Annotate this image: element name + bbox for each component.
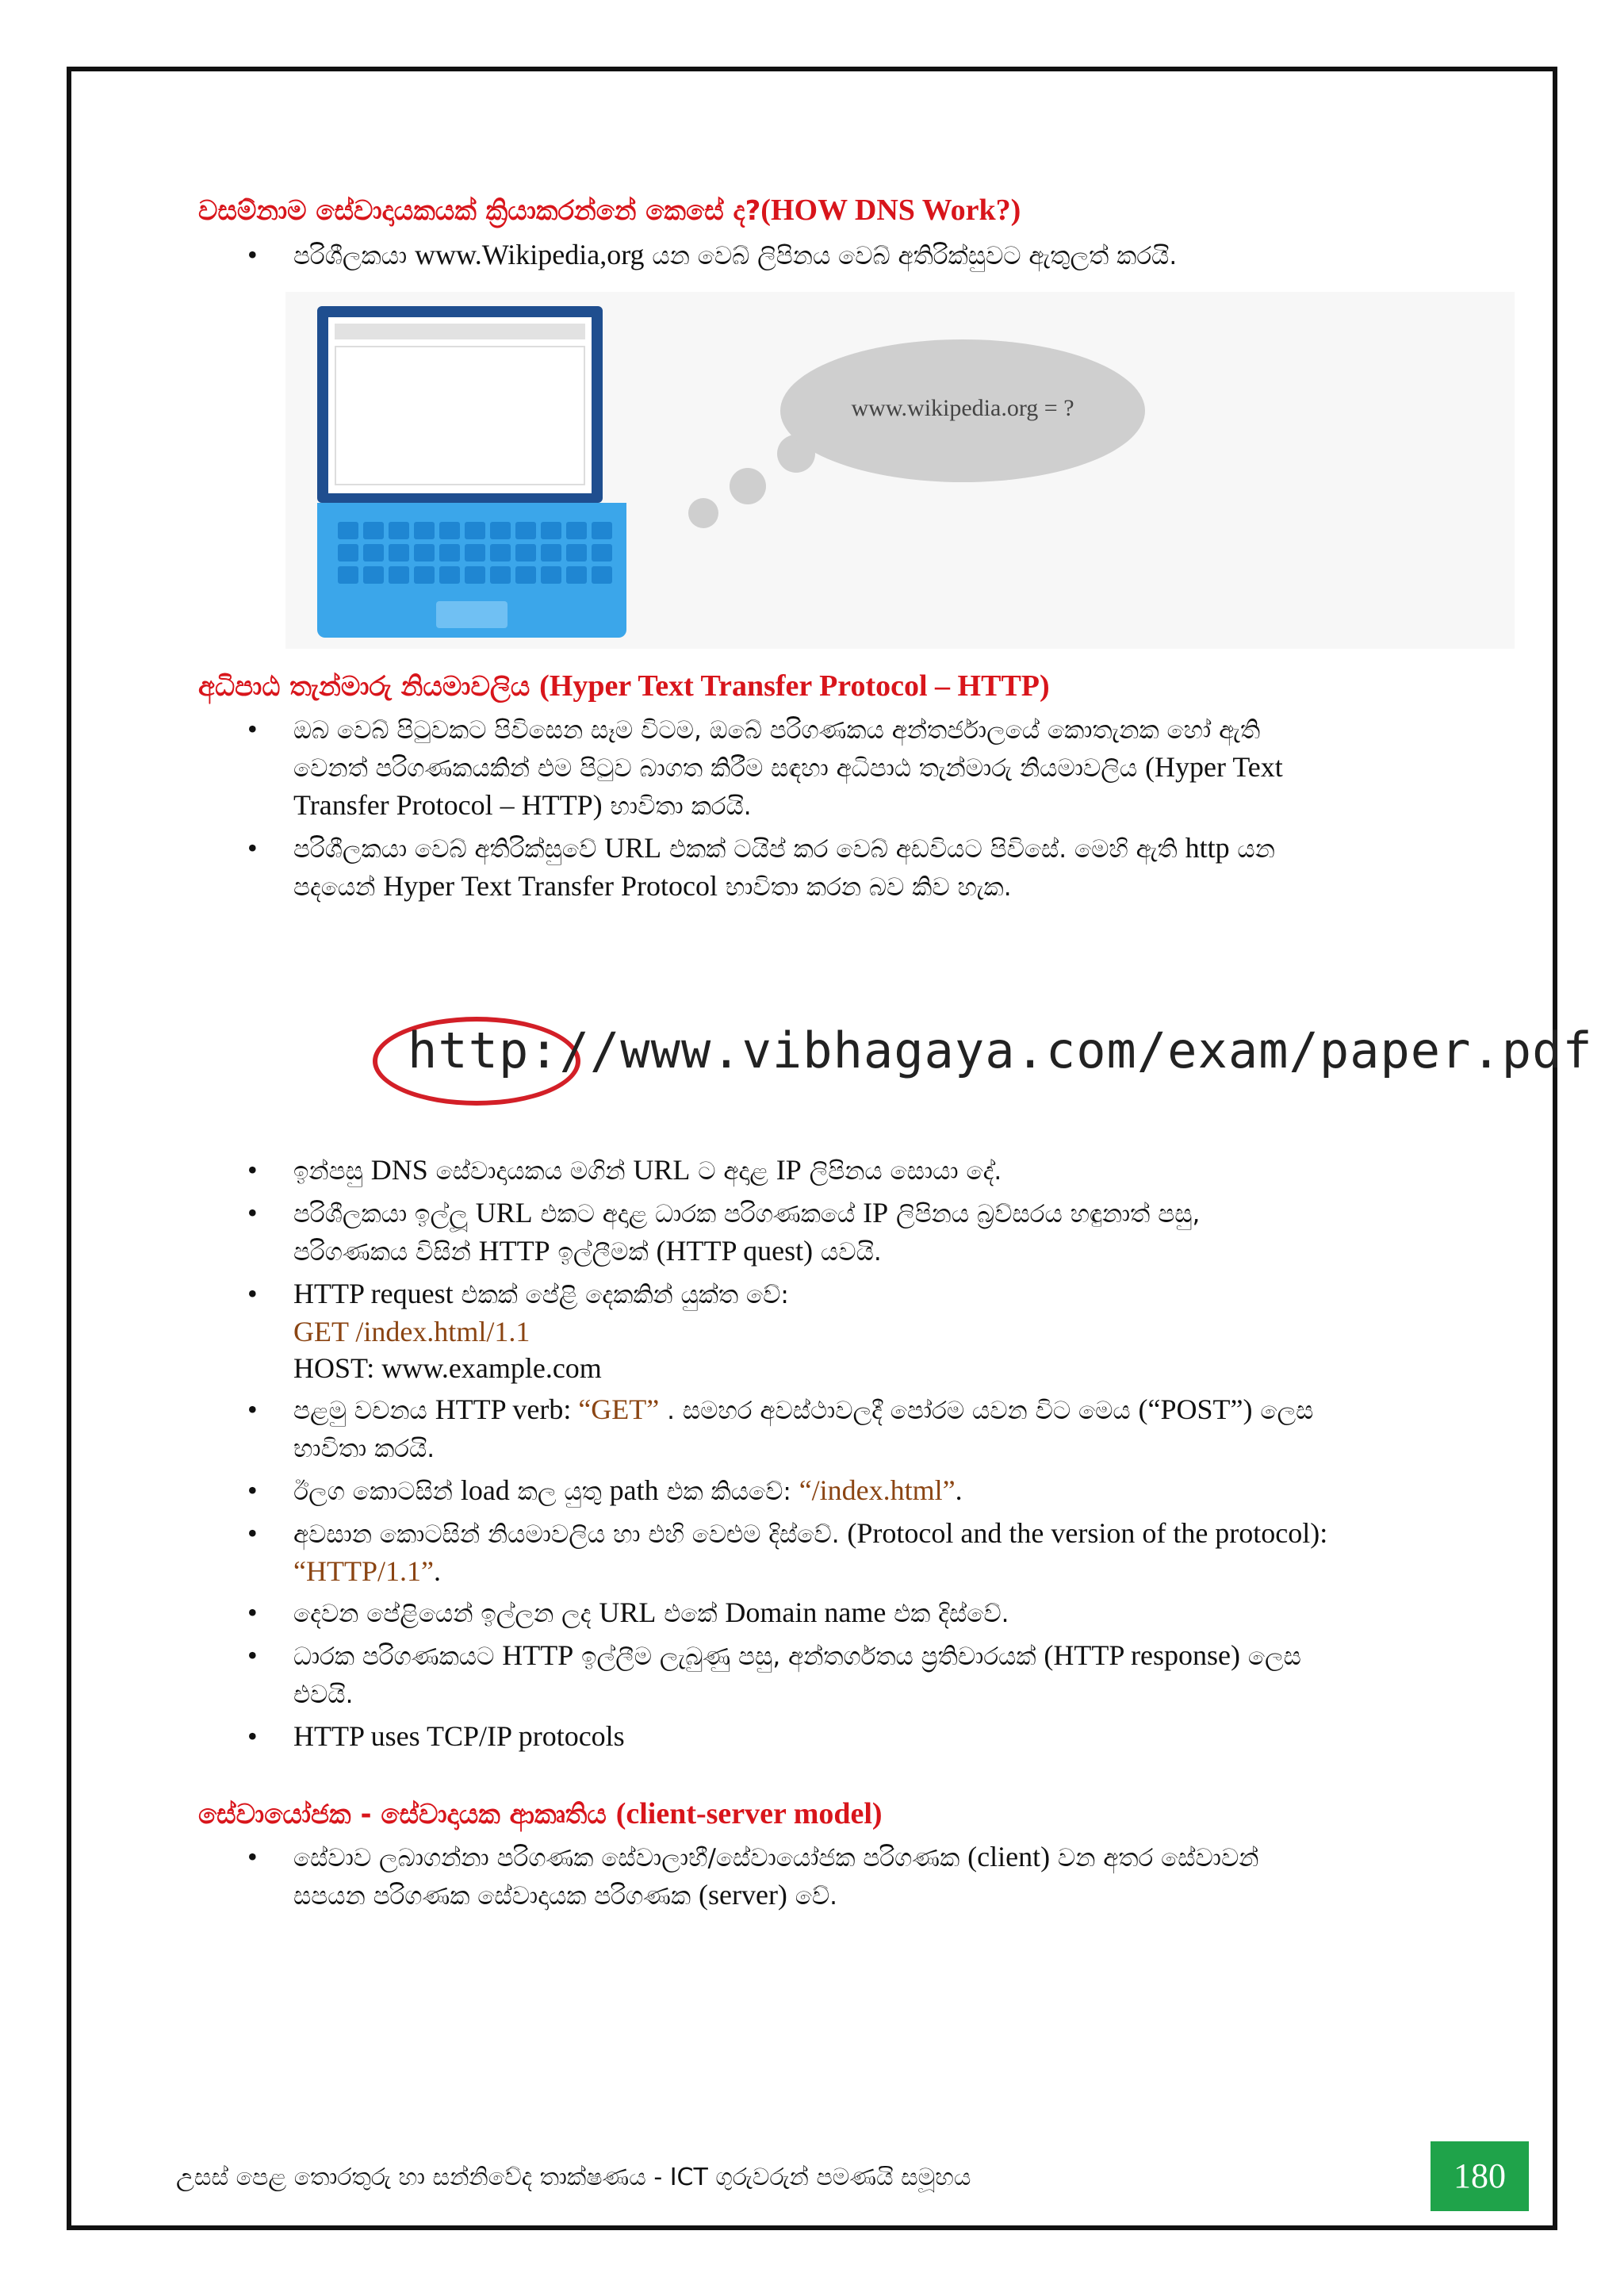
client-server-bullet-list — [198, 1838, 1435, 1919]
list-item: • පරිශීලකයා වෙබ් අතිරික්සුවේ URL එකක් ටයිප් කර වෙබ් අඩවියට පිවිසේ. මෙහි ඇති http යන පදයෙන් Hyper Text Transfer Protocol භාවිතා කරන බව කිව හැක. — [198, 830, 1435, 906]
thought-dot — [730, 468, 766, 504]
laptop-icon — [317, 306, 603, 503]
list-item: • ඔබ වෙබ් පිටුවකට පිවිසෙන සෑම විටම, ඔබේ පරිගණකය අන්තර්ජාලයේ කොතැනක හෝ ඇති වෙනත් පරිගණකයකින් එම පිටුව බාගත කිරීම සඳහා අධිපාඨ තැන්මාරු නියමාවලිය (Hyper Text Transfer Protocol – HTTP) භාවිතා කරයි. — [198, 711, 1435, 825]
list-item: • දෙවන පේළියෙන් ඉල්ලන ලද URL එකේ Domain name එක දිස්වේ. — [198, 1594, 1435, 1632]
heading-client-server: සේවායෝජක - සේවාදායක ආකෘතිය (client-server model) — [198, 1797, 883, 1830]
list-item: • ඊලග කොටසින් load කල යුතු path එක කියවේ: “/index.html”. — [198, 1472, 1435, 1510]
list-item: • පරිශීලකයා ඉල්ලූ URL එකට අදාළ ධාරක පරිගණකයේ IP ලිපිනය බ්‍රව්සරය හඳුනාත් පසු, පරිගණකය විසින් HTTP ඉල්ලීමක් (HTTP quest) යවයි. — [198, 1194, 1435, 1271]
list-item: • ධාරක පරිගණකයට HTTP ඉල්ලීම ලැබුණු පසු, අන්තර්ගතය ප්‍රතිචාරයක් (HTTP response) ලෙස එවයි. — [198, 1637, 1435, 1713]
thought-dot — [688, 498, 718, 528]
list-item: • අවසාන කොටසින් නියමාවලිය හා එහි වෙළුම දිස්වේ. (Protocol and the version of the protocol): “HTTP/1.1”. — [198, 1515, 1435, 1589]
dns-bullet-list — [198, 236, 1435, 279]
dns-illustration — [285, 292, 1515, 649]
laptop-keyboard — [317, 503, 626, 638]
url-text: http://www.vibhagaya.com/exam/paper.pdf — [408, 1022, 1593, 1079]
list-item: • සේවාව ලබාගන්නා පරිගණක සේවාලාභී/සේවායෝජක පරිගණක (client) වන අතර සේවාවන් සපයන පරිගණක සේවාදායක පරිගණක (server) වේ. — [198, 1838, 1435, 1915]
http-bullet-list — [198, 711, 1435, 910]
http-request-bullet-list — [198, 1152, 1435, 1759]
list-item: • HTTP uses TCP/IP protocols — [198, 1718, 1435, 1754]
heading-http: අධිපාඨ තැන්මාරු නියමාවලිය (Hyper Text Transfer Protocol – HTTP) — [198, 669, 1050, 703]
footer-text: උසස් පෙළ තොරතුරු හා සන්නිවේද තාක්ෂණය - ICT ගුරුවරුන් පමණයි සමූහය — [176, 2164, 971, 2191]
list-item: • ඉන්පසු DNS සේවාදායකය මගින් URL ට අදාළ IP ලිපිනය සොයා දේ. — [198, 1152, 1435, 1190]
heading-dns: වසම්නාම සේවාදායකයක් ක්‍රියාකරන්නේ කෙසේ ද?(HOW DNS Work?) — [198, 194, 1021, 227]
url-illustration — [373, 999, 1593, 1110]
bubble-text: www.wikipedia.org = ? — [851, 395, 1074, 421]
page-number-badge: 180 — [1431, 2141, 1529, 2211]
list-item: • පරිශීලකයා www.Wikipedia,org යන වෙබ් ලිපිනය වෙබ් අතිරික්සුවට ඇතුලත් කරයි. — [198, 236, 1435, 274]
list-item: • පළමු වචනය HTTP verb: “GET” . සමහර අවස්ථාවලදී පෝරම යවන විට මෙය (“POST”) ලෙස භාවිතා කරයි. — [198, 1391, 1435, 1467]
thought-bubble — [780, 339, 1145, 482]
list-item: • HTTP request එකක් පේළි දෙකකින් යුක්ත වේ: GET /index.html/1.1 HOST: www.example.com — [198, 1275, 1435, 1386]
